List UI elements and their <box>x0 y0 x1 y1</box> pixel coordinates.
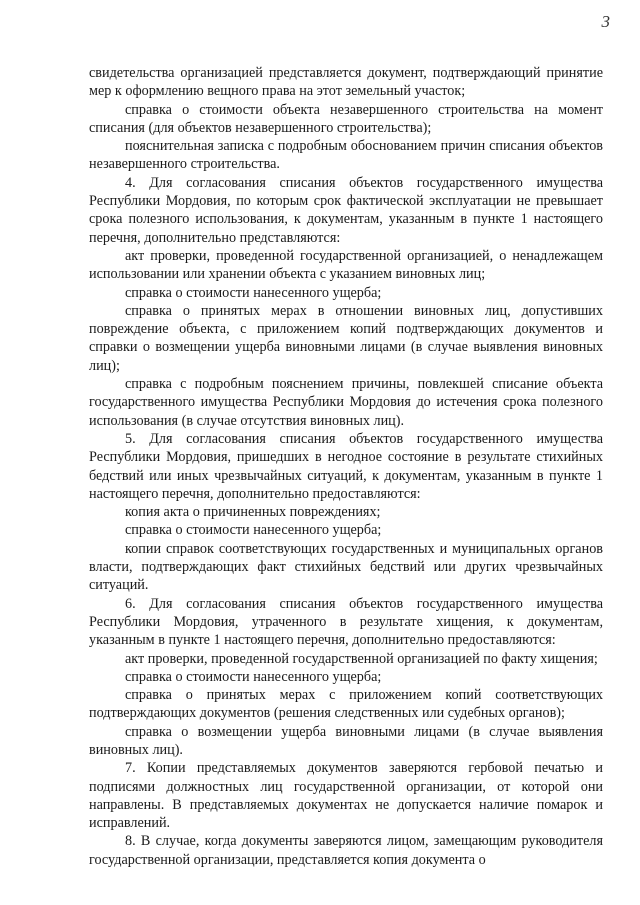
paragraph: копии справок соответствующих государственных и муниципальных органов власти, подтверждающих факт стихийных бедствий или других чрезвычайных ситуаций. <box>89 540 603 594</box>
paragraph: справка о принятых мерах с приложением копий соответствующих подтверждающих документов (решения следственных или судебных органов); <box>89 687 603 722</box>
document-body <box>89 64 603 869</box>
paragraph: справка с подробным пояснением причины, повлекшей списание объекта государственного имущества Республики Мордовия до истечения срока полезного использования (в случае отсутствия виновных лиц). <box>89 376 603 429</box>
paragraph-item-8: 8. В случае, когда документы заверяются лицом, замещающим руководителя государственной организации, представляется копия документа о <box>89 833 603 868</box>
paragraph-item-6: 6. Для согласования списания объектов государственного имущества Республики Мордовия, утраченного в результате хищения, к документам, указанным в пункте 1 настоящего перечня, дополнительно предоставляются: <box>89 595 603 649</box>
paragraph: справка о стоимости нанесенного ущерба; <box>125 284 382 301</box>
paragraph: пояснительная записка с подробным обоснованием причин списания объектов незавершенного строительства. <box>89 138 603 173</box>
paragraph: справка о принятых мерах в отношении виновных лиц, допустивших повреждение объекта, с приложением копий подтверждающих документов и справки о возмещении ущерба виновными лицами (в случае выявления виновных лиц); <box>89 302 603 374</box>
paragraph: справка о стоимости нанесенного ущерба; <box>125 522 382 539</box>
paragraph: справка о стоимости нанесенного ущерба; <box>125 668 382 685</box>
paragraph-item-5: 5. Для согласования списания объектов государственного имущества Республики Мордовия, пришедших в негодное состояние в результате стихийных бедствий или иных чрезвычайных ситуаций, к документам, указанным в пункте 1 настоящего перечня, дополнительно предоставляются: <box>89 430 603 502</box>
paragraph: акт проверки, проведенной государственной организацией, о ненадлежащем использовании или хранении объекта с указанием виновных лиц; <box>89 247 603 283</box>
paragraph-item-4: 4. Для согласования списания объектов государственного имущества Республики Мордовия, по которым срок фактической эксплуатации не превышает срока полезного использования, к документам, указанным в пункте 1 настоящего перечня, дополнительно представляются: <box>89 174 603 246</box>
page-number: 3 <box>601 12 610 31</box>
paragraph: акт проверки, проведенной государственной организацией по факту хищения; <box>125 650 598 667</box>
paragraph: копия акта о причиненных повреждениях; <box>125 504 381 521</box>
paragraph: справка о возмещении ущерба виновными лицами (в случае выявления виновных лиц). <box>89 723 603 758</box>
paragraph-item-7: 7. Копии представляемых документов заверяются гербовой печатью и подписями должностных лиц государственной организации, от которой они направлены. В представляемых документах не допускается наличие помарок и исправлений. <box>89 760 603 832</box>
paragraph-continuation: свидетельства организацией представляется документ, подтверждающий принятие мер к оформлению вещного права на этот земельный участок; <box>89 65 603 100</box>
paragraph: справка о стоимости объекта незавершенного строительства на момент списания (для объектов незавершенного строительства); <box>89 101 603 136</box>
